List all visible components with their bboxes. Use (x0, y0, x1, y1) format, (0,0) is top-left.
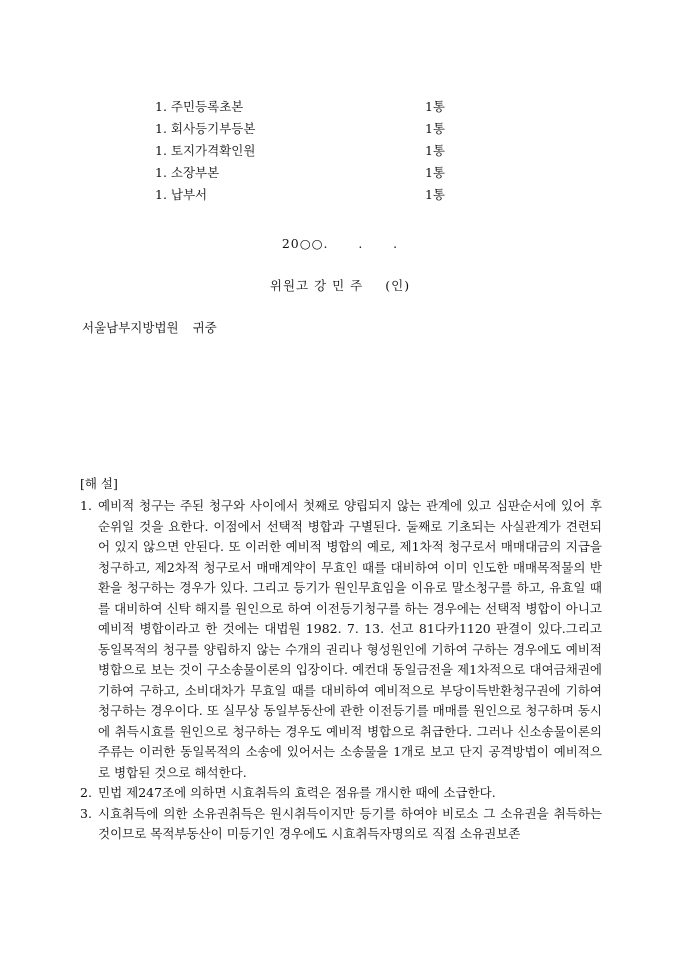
note-number: 3. (80, 805, 92, 821)
signer-line (0, 276, 680, 294)
attachment-qty: 1통 (424, 99, 445, 114)
attachment-item (155, 162, 445, 184)
seal-mark: (인) (385, 278, 411, 293)
date-line: 20○○. . . (281, 236, 399, 251)
attachment-item (155, 140, 445, 162)
note-number: 2. (80, 785, 92, 800)
court-addressee (82, 318, 217, 336)
note-text: 예비적 청구는 주된 청구와 사이에서 첫째로 양립되지 않는 관계에 있고 심판순서에 있어 후순위일 것을 요한다. 이점에서 선택적 병합과 구별된다. 둘째로 기초되는 사실관계가 견련되어 있지 않으면 안된다. 또 이러한 예비적 병합의 예로, 제1차적 청구로서 매매대금의 지급을 청구하고, 제2차적 청구로서 매매계약이 무효인 때를 대비하여 이미 인도한 매매목적물의 반환을 청구하는 경우가 있다. 그리고 등기가 원인무효임을 이유로 말소청구를 하고, 유효일 때를 대비하여 신탁 해지를 원인으로 하여 이전등기청구를 하는 경우에는 선택적 병합이 아니고 예비적 병합이라고 한 것에는 대법원 1982. 7. 13. 선고 81다카1120 판결이 있다.그리고 동일목적의 청구를 양립하지 않는 수개의 권리나 형성원인에 기하여 구하는 경우에도 예비적 병합으로 보는 것이 구소송물이론의 입장이다. 예컨대 동일금전을 제1차적으로 대여금채권에 기하여 구하고, 소비대차가 무효일 때를 대비하여 예비적으로 부당이득반환청구권에 기하여 청구하는 경우이다. 또 실무상 동일부동산에 관한 이전등기를 매매를 원인으로 청구하며 동시에 취득시효를 원인으로 청구하는 경우도 예비적 병합으로 취급한다. 그러나 신소송물이론의 주류는 이러한 동일목적의 소송에 있어서는 소송물을 1개로 보고 단지 공격방법이 예비적으로 병합된 것으로 해석한다. (98, 498, 602, 780)
note-item (80, 804, 602, 845)
notes-heading: [해 설] (80, 476, 118, 491)
attachment-label: 1. 토지가격확인원 (155, 143, 256, 158)
attachment-qty: 1통 (424, 187, 445, 202)
attachment-qty: 1통 (424, 143, 445, 158)
attachment-label: 1. 회사등기부등본 (155, 121, 256, 136)
attachment-item (155, 118, 445, 140)
note-text: 민법 제247조에 의하면 시효취득의 효력은 점유를 개시한 때에 소급한다. (98, 785, 496, 800)
note-text: 시효취득에 의한 소유권취득은 원시취득이지만 등기를 하여야 비로소 그 소유권을 취득하는 것이므로 목적부동산이 미등기인 경우에도 시효취득자명의로 직접 소유권보존 (98, 805, 602, 841)
commentary-notes (80, 496, 602, 845)
note-item (80, 783, 602, 804)
court-suffix: 귀중 (192, 320, 217, 335)
court-name: 서울남부지방법원 (82, 320, 179, 335)
attachment-label: 1. 소장부본 (155, 165, 220, 180)
attachment-list (155, 96, 445, 206)
attachment-label: 1. 납부서 (155, 187, 208, 202)
note-number: 1. (80, 498, 92, 513)
attachment-qty: 1통 (424, 165, 445, 180)
attachment-label: 1. 주민등록초본 (155, 99, 244, 114)
signer-name: 위원고 강 민 주 (269, 278, 364, 293)
attachment-item (155, 184, 445, 206)
note-item (80, 496, 602, 783)
attachment-qty: 1통 (424, 121, 445, 136)
attachment-item (155, 96, 445, 118)
